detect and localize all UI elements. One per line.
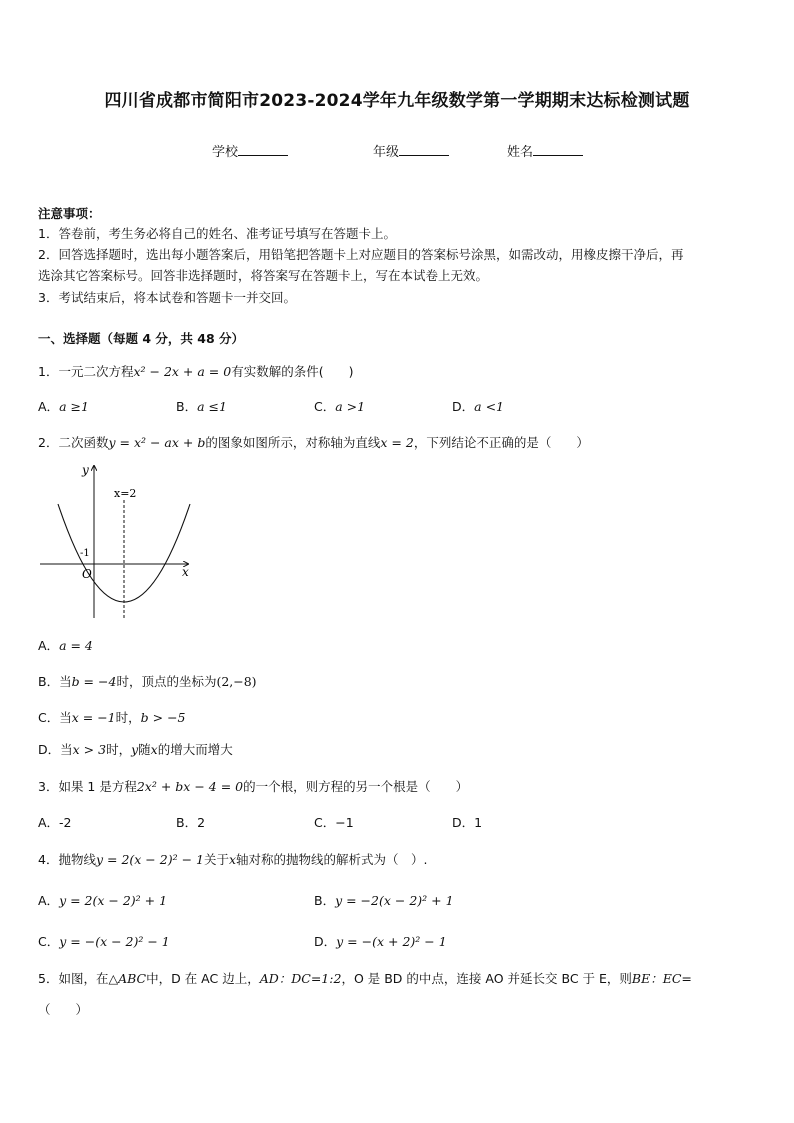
q5-triangle: △ABC bbox=[108, 971, 147, 986]
q1-option-b bbox=[176, 397, 227, 415]
q4-option-c-math: y = −(x − 2)² − 1 bbox=[59, 934, 170, 949]
q5-text-mid-2: ，O 是 BD 的中点，连接 AO 并延长交 BC 于 E，则 bbox=[341, 971, 632, 986]
symmetry-axis-label: x=2 bbox=[114, 487, 137, 500]
q2-option-b-pre: B．当 bbox=[38, 674, 72, 689]
q5-number: 5． bbox=[38, 971, 59, 986]
question-5 bbox=[38, 969, 692, 987]
q4-text-mid: 关于 bbox=[203, 852, 229, 867]
q2-option-a bbox=[38, 636, 93, 654]
grade-blank bbox=[399, 143, 449, 156]
q4-option-a bbox=[38, 891, 167, 909]
q2-option-d-math: x > 3 bbox=[72, 742, 107, 757]
q4-number: 4． bbox=[38, 852, 59, 867]
q2-option-c-mid: 时， bbox=[115, 710, 141, 725]
parabola-graph bbox=[36, 460, 196, 620]
q4-option-b-math: y = −2(x − 2)² + 1 bbox=[335, 893, 454, 908]
q2-option-b-point: (2,−8) bbox=[216, 674, 257, 689]
q4-text-post: 轴对称的抛物线的解析式为（ ）. bbox=[236, 852, 428, 867]
q2-axis-eq: x = 2 bbox=[380, 435, 414, 450]
q3-option-d: D．1 bbox=[452, 815, 483, 830]
q5-text-pre: 如图，在 bbox=[58, 971, 109, 986]
q3-option-c: C．−1 bbox=[314, 815, 354, 830]
school-field bbox=[212, 141, 288, 160]
q3-option-a: A．-2 bbox=[38, 815, 72, 830]
q1-number: 1． bbox=[38, 364, 59, 379]
q2-option-d-mid-2: 随 bbox=[138, 742, 151, 757]
notice-item-2-line-2: 选涂其它答案标号。回答非选择题时，将答案写在答题卡上，写在本试卷上无效。 bbox=[38, 268, 489, 283]
q2-option-b bbox=[38, 672, 257, 690]
origin-label: O bbox=[82, 567, 92, 581]
q4-option-b bbox=[314, 891, 454, 909]
q2-option-d-pre: D．当 bbox=[38, 742, 73, 757]
q2-text-post: ，下列结论不正确的是（ ） bbox=[413, 435, 589, 450]
q3-equation: 2x² + bx − 4 = 0 bbox=[136, 779, 244, 794]
q4-option-a-math: y = 2(x − 2)² + 1 bbox=[59, 893, 168, 908]
q1-text-post: 有实数解的条件( ) bbox=[231, 364, 354, 379]
q5-answer-bracket: （ ） bbox=[38, 1002, 89, 1017]
q4-equation: y = 2(x − 2)² − 1 bbox=[95, 852, 204, 867]
q1-option-b-label: B． bbox=[176, 399, 198, 414]
question-3 bbox=[38, 777, 468, 795]
q1-option-c-math: a >1 bbox=[335, 399, 366, 414]
notice-item-3: 3．考试结束后，将本试卷和答题卡一并交回。 bbox=[38, 290, 296, 305]
name-label: 姓名 bbox=[507, 145, 534, 160]
q5-text-mid-1: 中，D 在 AC 边上， bbox=[146, 971, 260, 986]
q3-option-b: B．2 bbox=[176, 815, 206, 830]
question-2 bbox=[38, 433, 589, 451]
q2-text-pre: 二次函数 bbox=[58, 435, 109, 450]
q4-x: x bbox=[228, 852, 237, 867]
q1-option-d-label: D． bbox=[452, 399, 475, 414]
q2-equation: y = x² − ax + b bbox=[108, 435, 206, 450]
q1-option-d-math: a <1 bbox=[474, 399, 504, 414]
q2-option-c-math: x = −1 bbox=[71, 710, 116, 725]
q2-option-d bbox=[38, 740, 233, 758]
school-label: 学校 bbox=[212, 145, 239, 160]
q4-option-c bbox=[38, 932, 170, 950]
grade-field bbox=[373, 141, 449, 160]
q2-option-b-post: 时，顶点的坐标为 bbox=[116, 674, 217, 689]
q1-option-a bbox=[38, 397, 89, 415]
q1-option-b-math: a ≤1 bbox=[197, 399, 227, 414]
name-blank bbox=[533, 143, 583, 156]
q1-option-c-label: C． bbox=[314, 399, 336, 414]
q2-option-c-pre: C．当 bbox=[38, 710, 72, 725]
q2-option-a-math: a = 4 bbox=[59, 638, 93, 653]
q2-text-mid: 的图象如图所示，对称轴为直线 bbox=[205, 435, 381, 450]
q2-option-b-math: b = −4 bbox=[71, 674, 117, 689]
school-blank bbox=[238, 143, 288, 156]
q1-option-a-math: a ≥1 bbox=[59, 399, 89, 414]
q3-text-post: 的一个根，则方程的另一个根是（ ） bbox=[243, 779, 469, 794]
q1-option-c bbox=[314, 397, 365, 415]
q1-equation: x² − 2x + a = 0 bbox=[133, 364, 232, 379]
q4-option-c-label: C． bbox=[38, 934, 60, 949]
q2-option-c bbox=[38, 708, 186, 726]
notice-heading: 注意事项： bbox=[38, 206, 101, 221]
exam-title: 四川省成都市简阳市2023-2024学年九年级数学第一学期期末达标检测试题 bbox=[104, 91, 690, 111]
q4-text-pre: 抛物线 bbox=[58, 852, 96, 867]
name-field bbox=[507, 141, 583, 160]
q2-option-c-math-2: b > −5 bbox=[140, 710, 186, 725]
q3-text-pre: 如果 1 是方程 bbox=[58, 779, 137, 794]
q4-option-d-label: D． bbox=[314, 934, 337, 949]
q2-option-a-label: A． bbox=[38, 638, 60, 653]
q5-ask: BE：EC= bbox=[631, 971, 692, 986]
question-4 bbox=[38, 850, 428, 868]
q2-option-d-x: x bbox=[150, 742, 158, 757]
q1-option-a-label: A． bbox=[38, 399, 60, 414]
q1-option-d bbox=[452, 397, 504, 415]
minus-one-label: -1 bbox=[80, 548, 90, 559]
question-1 bbox=[38, 362, 353, 380]
grade-label: 年级 bbox=[373, 145, 400, 160]
q2-option-d-post: 的增大而增大 bbox=[157, 742, 233, 757]
q2-option-d-mid: 时， bbox=[106, 742, 132, 757]
q4-option-a-label: A． bbox=[38, 893, 60, 908]
q2-option-d-y: y bbox=[131, 742, 139, 757]
q1-text-pre: 一元二次方程 bbox=[58, 364, 134, 379]
q2-number: 2． bbox=[38, 435, 59, 450]
notice-item-2-line-1: 2．回答选择题时，选出每小题答案后，用铅笔把答题卡上对应题目的答案标号涂黑，如需改动，用橡皮擦干净后，再 bbox=[38, 247, 684, 262]
y-axis-label: y bbox=[82, 463, 89, 477]
q4-option-b-label: B． bbox=[314, 893, 336, 908]
q5-ratio: AD：DC=1:2 bbox=[259, 971, 342, 986]
q4-option-d-math: y = −(x + 2)² − 1 bbox=[336, 934, 447, 949]
q3-number: 3． bbox=[38, 779, 59, 794]
notice-item-1: 1．答卷前，考生务必将自己的姓名、准考证号填写在答题卡上。 bbox=[38, 226, 396, 241]
q4-option-d bbox=[314, 932, 447, 950]
x-axis-label: x bbox=[182, 565, 189, 579]
section-heading: 一、选择题（每题 4 分，共 48 分） bbox=[38, 331, 245, 346]
